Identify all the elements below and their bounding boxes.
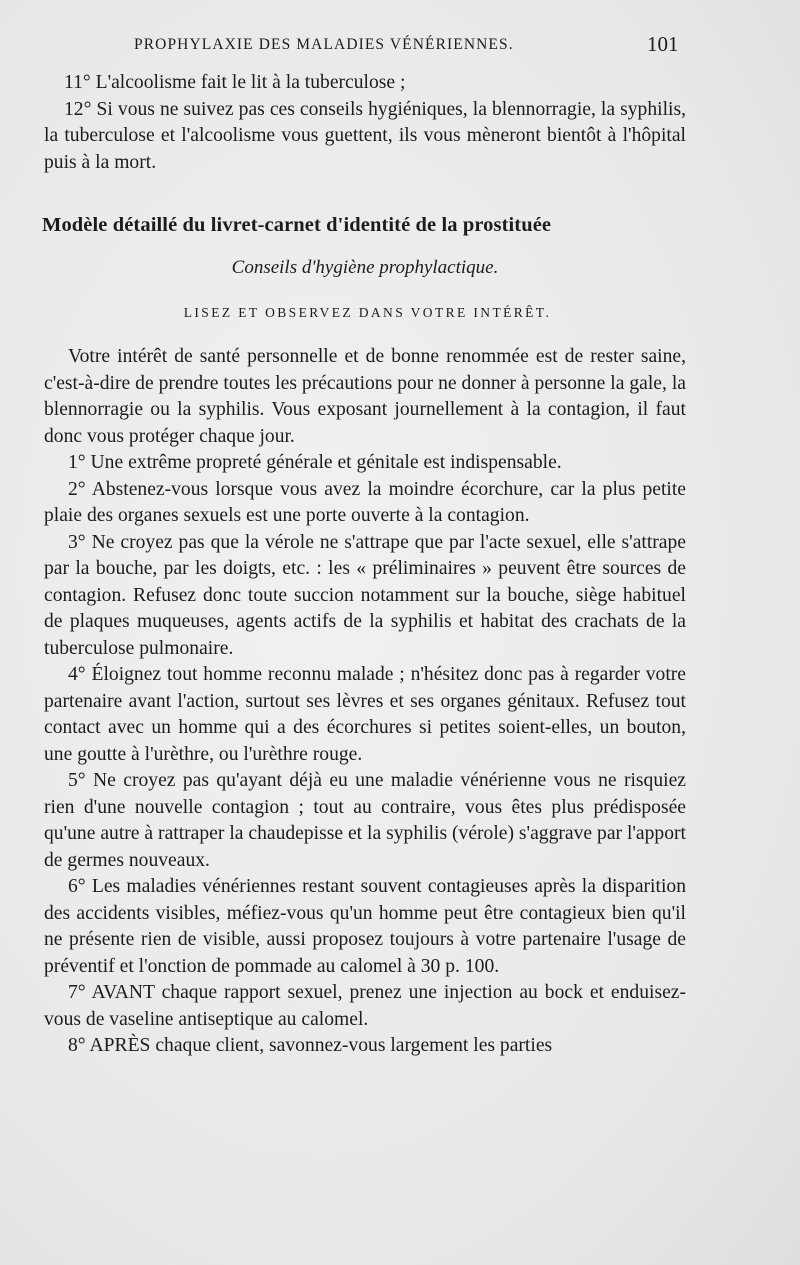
paragraph-rule-3: 3° Ne croyez pas que la vérole ne s'attrape que par l'acte sexuel, elle s'attrape par la bouche, par les doigts, etc. : les « préliminaires » peuvent être sources de contagion. Refusez donc toute succion notamment sur la bouche, siège habituel de plaques muqueuses, agents actifs de la syphilis et habitat des crachats de la tuberculose pulmonaire.	[44, 531, 686, 659]
section-title: Modèle détaillé du livret-carnet d'identité de la prostituée	[42, 214, 552, 236]
paragraph-rule-8: 8° APRÈS chaque client, savonnez-vous largement les parties	[68, 1035, 553, 1056]
section-subtitle: Conseils d'hygiène prophylactique.	[231, 257, 499, 278]
intro-paragraph-12: 12° Si vous ne suivez pas ces conseils hygiéniques, la blennorragie, la syphilis, la tuberculose et l'alcoolisme vous guettent, ils vous mèneront bientôt à l'hôpital puis à la mort.	[44, 98, 686, 173]
paragraph-rule-6: 6° Les maladies vénériennes restant souvent contagieuses après la disparition des accidents visibles, méfiez-vous qu'un homme peut être contagieux bien qu'il ne présente rien de visible, aussi proposez toujours à votre partenaire l'usage de préventif et l'onction de pommade au calomel à 30 p. 100.	[44, 876, 686, 977]
paragraph-rule-7: 7° AVANT chaque rapport sexuel, prenez une injection au bock et enduisez-vous de vaseline antiseptique au calomel.	[44, 982, 686, 1030]
section-notice: LISEZ ET OBSERVEZ DANS VOTRE INTÉRÊT.	[183, 305, 552, 320]
paragraph-rule-1: 1° Une extrême propreté générale et génitale est indispensable.	[68, 452, 562, 473]
running-title: PROPHYLAXIE DES MALADIES VÉNÉRIENNES.	[134, 36, 514, 53]
running-header	[0, 32, 800, 60]
page-number: 101	[647, 32, 679, 56]
paragraph-rule-5: 5° Ne croyez pas qu'ayant déjà eu une maladie vénérienne vous ne risquiez rien d'une nouvelle contagion ; tout au contraire, vous êtes plus prédisposée qu'une autre à rattraper la chaudepisse et la syphilis (vérole) s'aggrave par l'apport de germes nouveaux.	[44, 770, 686, 871]
paragraph-rule-4: 4° Éloignez tout homme reconnu malade ; n'hésitez donc pas à regarder votre partenaire avant l'action, surtout ses lèvres et ses organes génitaux. Refusez tout contact avec un homme qui a des écorchures si petites soient-elles, un bouton, une goutte à l'urèthre, ou l'urèthre rouge.	[44, 664, 686, 765]
paragraph-intro: Votre intérêt de santé personnelle et de bonne renommée est de rester saine, c'est-à-dire de prendre toutes les précautions pour ne donner à personne la gale, la blennorragie ou la syphilis. Vous exposant journellement à la contagion, il faut donc vous protéger chaque jour.	[44, 346, 686, 447]
paragraph-rule-2: 2° Abstenez-vous lorsque vous avez la moindre écorchure, car la plus petite plaie des organes sexuels est une porte ouverte à la contagion.	[44, 478, 686, 526]
intro-paragraph-11: 11° L'alcoolisme fait le lit à la tuberculose ;	[64, 72, 406, 93]
intro-text	[44, 70, 686, 176]
main-text	[44, 344, 686, 1060]
